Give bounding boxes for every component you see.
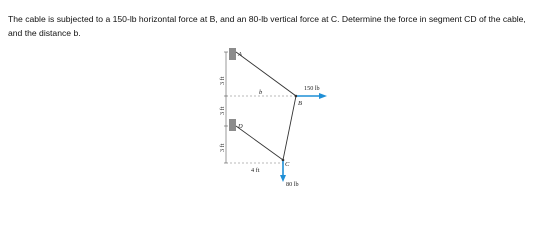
support-a	[229, 48, 236, 60]
point-d-label: D	[238, 123, 243, 130]
middle-dimension-label: 3 ft	[219, 106, 226, 115]
support-d	[229, 119, 236, 131]
distance-b-label: b	[259, 89, 263, 96]
point-c-node	[282, 159, 285, 162]
force-c-label: 80 lb	[286, 181, 299, 188]
horizontal-dimension-label: 4 ft	[251, 167, 260, 174]
point-c-label: C	[285, 161, 290, 168]
force-b-label: 150 lb	[304, 85, 320, 92]
upper-dimension-label: 3 ft	[219, 76, 226, 85]
problem-statement: The cable is subjected to a 150-lb horizontal force at B, and an 80-lb vertical force at C. Determine the force in segment CD of the cable, and the distance b.	[8, 14, 526, 38]
cable	[236, 52, 296, 160]
point-b-label: B	[298, 100, 302, 107]
force-arrowhead-b	[319, 93, 327, 99]
point-a-label: A	[238, 51, 242, 58]
lower-dimension-label: 3 ft	[219, 143, 226, 152]
point-b-node	[295, 95, 298, 98]
